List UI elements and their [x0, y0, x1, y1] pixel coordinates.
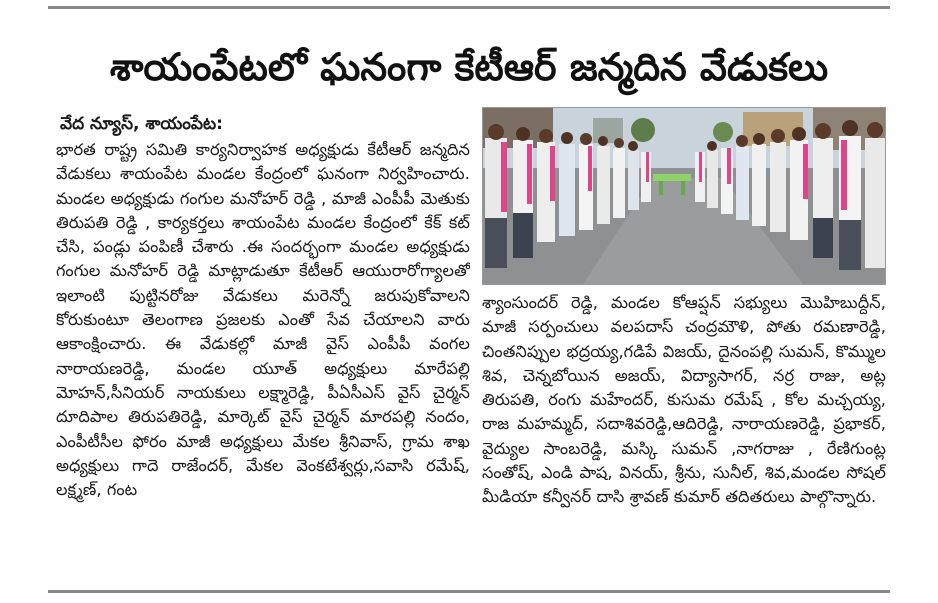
bottom-rule	[48, 590, 890, 593]
article-body-left: భారత రాష్ట్ర సమితి కార్యనిర్వాహక అధ్యక్షుడు కేటీఆర్ జన్మదిన వేడుకలు శాయంపేట మండల కేంద్రంలో ఘనంగా నిర్వహించారు. మండల అధ్యక్షుడు గంగుల మనోహర్ రెడ్డి , మాజీ ఎంపీపీ మెతుకు తిరుపతి రెడ్డి , కార్యకర్తలు శాయంపేట మండల కేంద్రంలో కేక్ కట్ చేసి, పండ్లు పంపిణీ చేశారు .ఈ సందర్భంగా మండల అధ్యక్షుడు గంగుల మనోహర్ రెడ్డి మాట్లాడుతూ కేటీఆర్ ఆయురారోగ్యాలతో ఇలాంటి పుట్టినరోజు వేడుకలు మరెన్నో జరుపుకోవాలని కోరుకుంటూ తెలంగాణ ప్రజలకు ఎంతో సేవ చేయాలని వారు ఆకాంక్షించారు. ఈ వేడుకల్లో మాజీ వైస్ ఎంపీపీ వంగల నారాయణరెడ్డి, మండల యూత్ అధ్యక్షులు మారేపల్లి మోహన్,సీనియర్ నాయకులు లక్ష్మారెడ్డి, పీఏసీఎస్ వైస్ చైర్మన్ దూదిపాల తిరుపతిరెడ్డి, మార్కెట్ వైస్ చైర్మన్ మారపల్లి నందం, ఎంపీటీసీల ఫోరం మాజీ అధ్యక్షులు మేకల శ్రీనివాస్, గ్రామ శాఖ అధ్యక్షులు గాదె రాజేందర్, మేకల వెంకటేశ్వర్లు,సవాసి రమేష్, లక్ష్మణ్, గంట	[56, 140, 470, 500]
article-column-right	[482, 291, 886, 581]
top-rule	[48, 6, 890, 9]
news-photo	[482, 107, 886, 285]
article-body-right: శ్యాంసుందర్ రెడ్డి, మండల కోఆప్షన్ సభ్యులు మొహిబుద్దీన్, మాజీ సర్పంచులు వలపదాస్ చంద్రమౌళి, పోతు రమణారెడ్డి, చింతనిప్పుల భద్రయ్య,గడిపే విజయ్, దైనంపల్లి సుమన్, కొమ్ముల శివ, చెన్నబోయిన అజయ్, విద్యాసాగర్, నర్ర రాజు, అట్ల తిరుపతి, రంగు మహేందర్, కుసుమ రమేష్ , కోల మచ్చయ్య, రాజ మహమ్మద్, సదాశివరెడ్డి,ఆదిరెడ్డి, నారాయణరెడ్డి, ప్రభాకర్, వైద్యుల సాంబరెడ్డి, మస్కి సుమన్ ,నాగరాజు , రేణిగుంట్ల సంతోష్, ఎండి పాష, వినయ్, శ్రీను, సునీల్, శివ,మండల సోషల్ మీడియా కన్వీనర్ దాసి శ్రావణ్ కుమార్ తదితరులు పాల్గొన్నారు.	[482, 293, 886, 507]
article-column-left	[56, 112, 470, 582]
headline: శాయంపేటలో ఘనంగా కేటీఆర్ జన్మదిన వేడుకలు	[109, 45, 829, 89]
dateline: వేద న్యూస్, శాయంపేట:	[60, 114, 223, 134]
